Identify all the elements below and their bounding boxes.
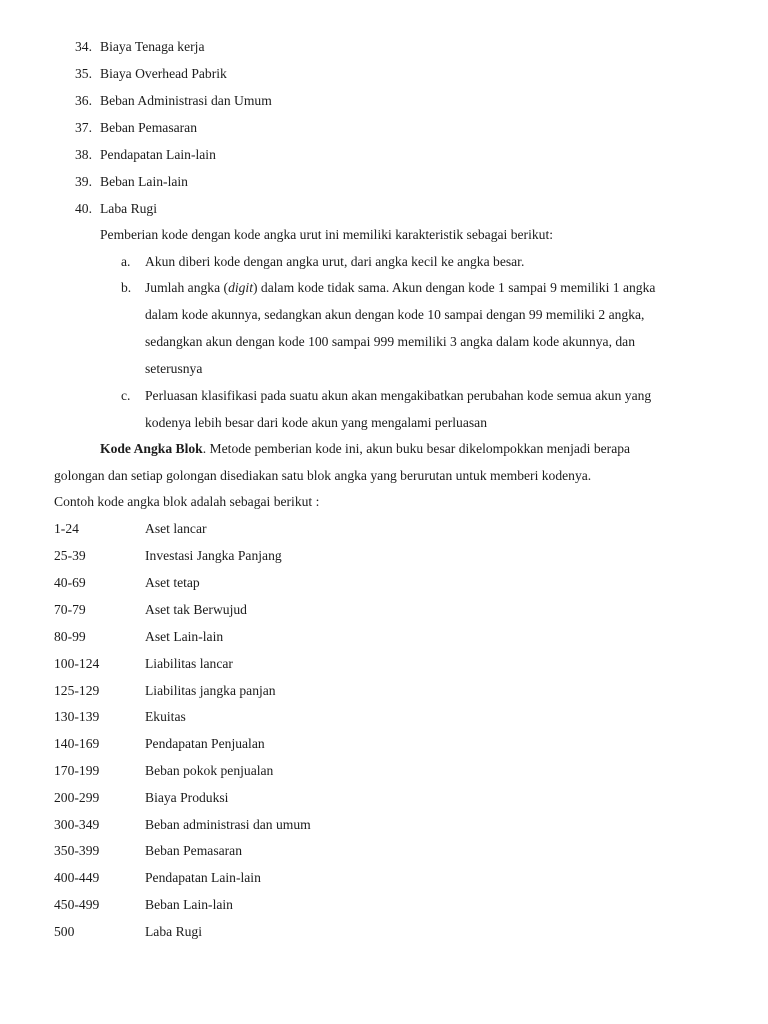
list-text: Akun diberi kode dengan angka urut, dari angka kecil ke angka besar. — [145, 254, 525, 269]
list-number: 35. — [75, 66, 92, 81]
code-range: 25-39 — [54, 548, 86, 563]
account-group: Beban Pemasaran — [145, 843, 243, 858]
account-group: Liabilitas jangka panjan — [145, 683, 276, 698]
code-range: 70-79 — [54, 602, 86, 617]
code-range: 500 — [54, 924, 75, 939]
paragraph-text: . Metode pemberian kode ini, akun buku besar dikelompokkan menjadi berapa — [202, 441, 631, 456]
account-group: Beban administrasi dan umum — [145, 817, 311, 832]
list-text: sedangkan akun dengan kode 100 sampai 999 memiliki 3 angka dalam kode akunnya, dan — [145, 334, 635, 349]
code-range: 300-349 — [54, 817, 100, 832]
account-group: Pendapatan Penjualan — [145, 736, 265, 751]
list-number: 40. — [75, 201, 92, 216]
code-range: 170-199 — [54, 763, 100, 778]
account-group: Liabilitas lancar — [145, 656, 233, 671]
code-range: 400-449 — [54, 870, 100, 885]
account-group: Aset tak Berwujud — [145, 602, 247, 617]
list-text: Biaya Tenaga kerja — [100, 39, 205, 54]
account-group: Investasi Jangka Panjang — [145, 548, 282, 563]
list-number: 37. — [75, 120, 92, 135]
account-group: Aset lancar — [145, 521, 207, 536]
code-range: 1-24 — [54, 521, 79, 536]
list-text: seterusnya — [145, 361, 203, 376]
italic-term: digit — [228, 280, 253, 295]
list-text: Beban Pemasaran — [100, 120, 198, 135]
code-range: 130-139 — [54, 709, 100, 724]
list-marker: a. — [121, 254, 131, 269]
list-text: Beban Administrasi dan Umum — [100, 93, 272, 108]
example-intro: Contoh kode angka blok adalah sebagai berikut : — [54, 494, 320, 509]
code-range: 100-124 — [54, 656, 100, 671]
account-group: Aset tetap — [145, 575, 200, 590]
list-marker: c. — [121, 388, 131, 403]
list-number: 36. — [75, 93, 92, 108]
code-range: 140-169 — [54, 736, 100, 751]
account-group: Ekuitas — [145, 709, 186, 724]
text-run: Jumlah angka ( — [145, 280, 229, 295]
list-number: 39. — [75, 174, 92, 189]
list-text: Laba Rugi — [100, 201, 158, 216]
account-group: Beban pokok penjualan — [145, 763, 274, 778]
list-number: 38. — [75, 147, 92, 162]
account-group: Beban Lain-lain — [145, 897, 233, 912]
block-paragraph-line — [100, 440, 630, 458]
list-marker: b. — [121, 280, 132, 295]
block-paragraph-line: golongan dan setiap golongan disediakan satu blok angka yang berurutan untuk memberi kodenya. — [54, 468, 592, 483]
code-range: 350-399 — [54, 843, 100, 858]
list-text: Perluasan klasifikasi pada suatu akun akan mengakibatkan perubahan kode semua akun yang — [145, 388, 652, 403]
intro-paragraph: Pemberian kode dengan kode angka urut ini memiliki karakteristik sebagai berikut: — [100, 227, 553, 242]
list-number: 34. — [75, 39, 92, 54]
account-group: Aset Lain-lain — [145, 629, 224, 644]
code-range: 125-129 — [54, 683, 100, 698]
code-range: 80-99 — [54, 629, 86, 644]
list-text: Biaya Overhead Pabrik — [100, 66, 227, 81]
section-heading: Kode Angka Blok — [100, 441, 203, 456]
account-group: Biaya Produksi — [145, 790, 229, 805]
account-group: Laba Rugi — [145, 924, 203, 939]
list-text — [145, 279, 655, 297]
code-range: 40-69 — [54, 575, 86, 590]
text-run: ) dalam kode tidak sama. Akun dengan kode 1 sampai 9 memiliki 1 angka — [253, 280, 656, 295]
account-group: Pendapatan Lain-lain — [145, 870, 261, 885]
code-range: 450-499 — [54, 897, 100, 912]
list-text: kodenya lebih besar dari kode akun yang mengalami perluasan — [145, 415, 487, 430]
list-text: dalam kode akunnya, sedangkan akun dengan kode 10 sampai dengan 99 memiliki 2 angka, — [145, 307, 645, 322]
list-text: Pendapatan Lain-lain — [100, 147, 216, 162]
code-range: 200-299 — [54, 790, 100, 805]
list-text: Beban Lain-lain — [100, 174, 188, 189]
